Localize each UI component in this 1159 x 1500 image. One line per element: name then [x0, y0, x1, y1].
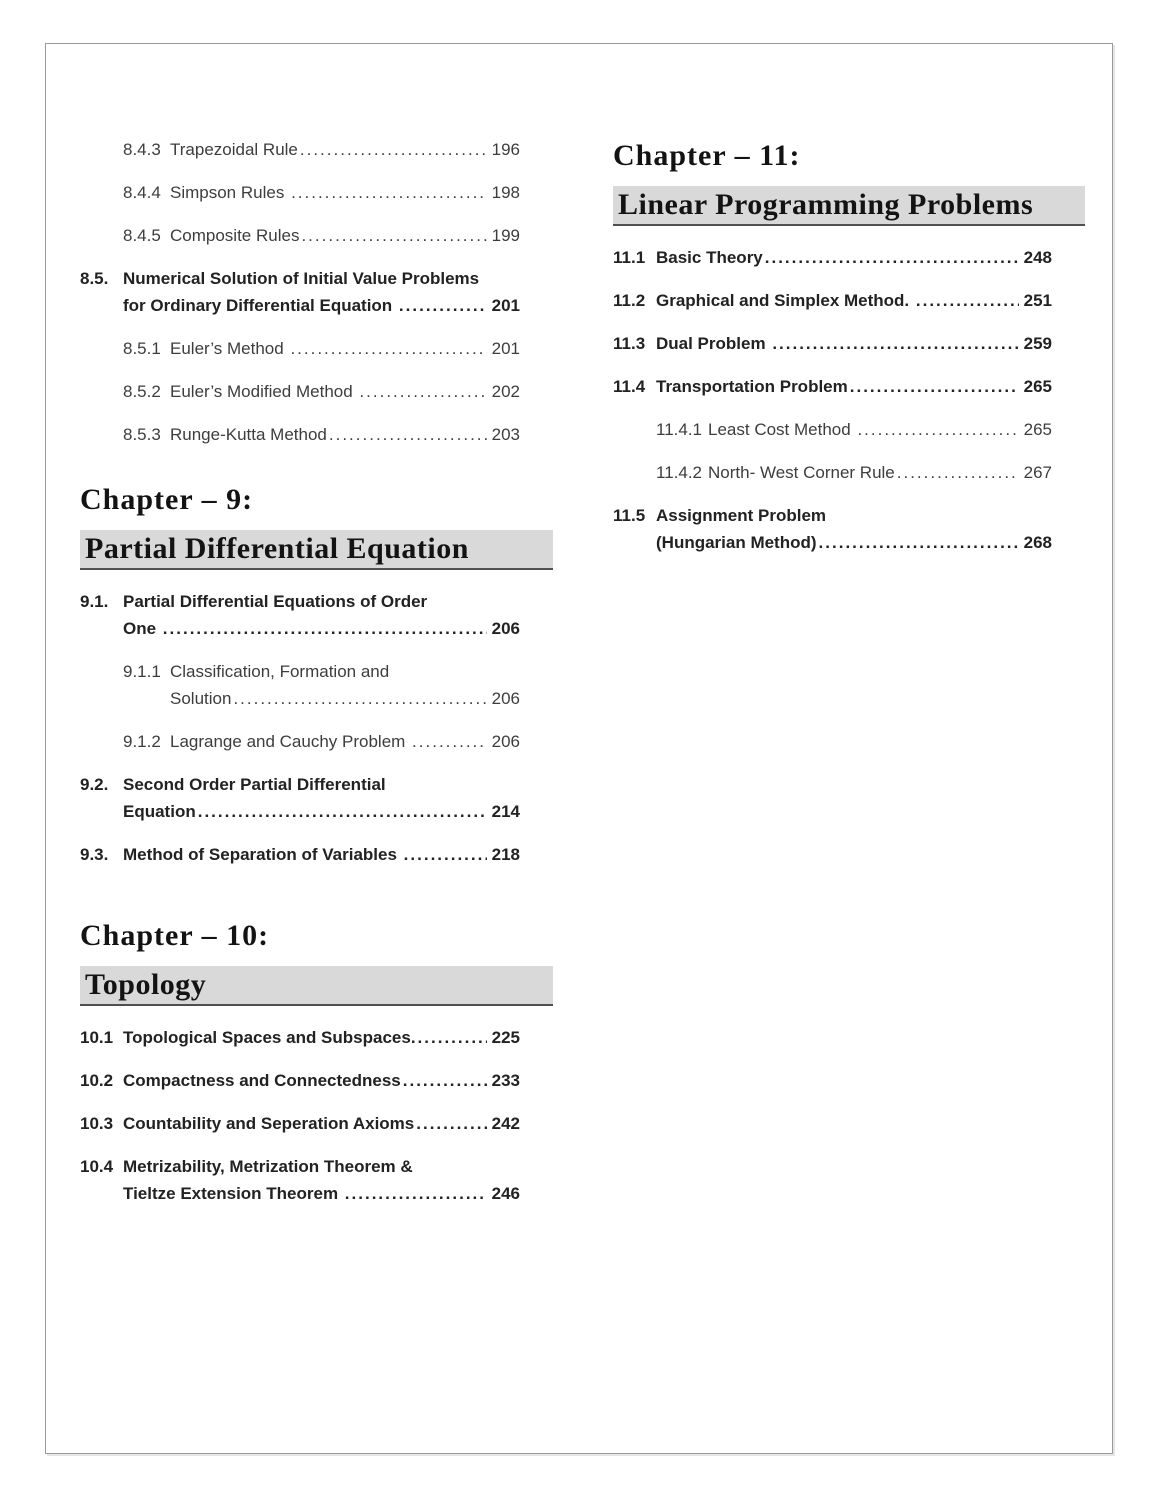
entry-number: 8.4.3: [123, 140, 161, 159]
entry-text: Countability and Seperation Axioms: [123, 1114, 415, 1133]
entry-text: Compactness and Connectedness: [123, 1071, 401, 1090]
dot-leader: [418, 1024, 487, 1051]
page-number: 259: [1023, 334, 1052, 353]
entry-number: 8.5.: [80, 269, 109, 288]
entry-line: [170, 685, 520, 712]
entry-text: Method of Separation of Variables: [123, 845, 402, 864]
entry-text: Lagrange and Cauchy Problem: [170, 732, 411, 751]
dot-leader: [198, 798, 487, 825]
page-number: 246: [491, 1184, 520, 1203]
dot-leader: [345, 1180, 487, 1207]
entry-body: [170, 335, 520, 362]
dot-leader: [897, 459, 1019, 486]
toc-section: [80, 136, 553, 448]
toc-entry: [80, 136, 553, 163]
dot-leader: [233, 685, 486, 712]
entry-number: 8.5.3: [123, 425, 161, 444]
entry-body: [656, 244, 1052, 271]
dot-leader: [819, 529, 1019, 556]
entry-line: [123, 798, 520, 825]
entry-line: [170, 335, 520, 362]
toc-section: [613, 136, 1085, 556]
dot-leader: [765, 244, 1019, 271]
entry-text: Tieltze Extension Theorem: [123, 1184, 343, 1203]
toc-entry: [613, 502, 1085, 556]
entry-text: Runge-Kutta Method: [170, 425, 327, 444]
entry-number: 8.5.1: [123, 339, 161, 358]
page-number: 201: [491, 339, 520, 358]
page-number: 196: [491, 140, 520, 159]
entry-text: Trapezoidal Rule: [170, 140, 298, 159]
entry-text: Assignment Problem: [656, 506, 827, 525]
entry-line: [123, 615, 520, 642]
entry-number: 10.1: [80, 1028, 114, 1047]
entry-line: [708, 416, 1052, 443]
page-number: 198: [491, 183, 520, 202]
toc-entry: [80, 771, 553, 825]
chapter-heading: Chapter – 11:: [613, 139, 801, 172]
page-number: 265: [1023, 377, 1052, 396]
entry-text: Topological Spaces and Subspaces.: [123, 1028, 416, 1047]
page-number: 265: [1023, 420, 1052, 439]
section-title: Topology: [80, 966, 553, 1006]
entry-line: [123, 1110, 520, 1137]
dot-leader: [291, 179, 487, 206]
toc-entry: [80, 1110, 553, 1137]
entry-text: Least Cost Method: [708, 420, 856, 439]
entry-line: [123, 771, 520, 798]
entry-body: [656, 373, 1052, 400]
entry-line: [656, 373, 1052, 400]
entry-number: 11.4.2: [656, 463, 703, 482]
page-number: 203: [491, 425, 520, 444]
entry-number: 8.4.5: [123, 226, 161, 245]
page-number: 206: [491, 689, 520, 708]
entry-text: Graphical and Simplex Method.: [656, 291, 914, 310]
entry-body: [123, 1067, 520, 1094]
chapter-heading: Chapter – 10:: [80, 919, 270, 952]
entry-text: for Ordinary Differential Equation: [123, 296, 397, 315]
entry-line: [123, 588, 520, 615]
entry-line: [170, 421, 520, 448]
entry-body: [123, 265, 520, 319]
entry-body: [170, 378, 520, 405]
dot-leader: [772, 330, 1018, 357]
toc-entry: [80, 335, 553, 362]
dot-leader: [857, 416, 1018, 443]
entry-body: [123, 1153, 520, 1207]
entry-text: Composite Rules: [170, 226, 300, 245]
page-number: 251: [1023, 291, 1052, 310]
entry-text: Transportation Problem: [656, 377, 848, 396]
entry-number: 11.1: [613, 248, 646, 267]
dot-leader: [404, 841, 487, 868]
entry-number: 8.4.4: [123, 183, 161, 202]
dot-leader: [359, 378, 486, 405]
page-number: 206: [491, 619, 520, 638]
entry-body: [170, 421, 520, 448]
entry-line: [123, 1067, 520, 1094]
entry-text: Dual Problem: [656, 334, 771, 353]
section-title: Linear Programming Problems: [613, 186, 1085, 226]
entry-line: [123, 841, 520, 868]
entry-number: 11.4.1: [656, 420, 703, 439]
entry-text: (Hungarian Method): [656, 533, 817, 552]
section-title: Partial Differential Equation: [80, 530, 553, 570]
entry-line: [123, 265, 520, 292]
page-number: 218: [491, 845, 520, 864]
page-number: 233: [491, 1071, 520, 1090]
entry-line: [170, 658, 520, 685]
entry-body: [708, 459, 1052, 486]
toc-entry: [80, 179, 553, 206]
entry-number: 11.2: [613, 291, 646, 310]
entry-number: 11.4: [613, 377, 646, 396]
entry-body: [123, 1024, 520, 1051]
entry-text: Euler’s Modified Method: [170, 382, 358, 401]
entry-text: Simpson Rules: [170, 183, 290, 202]
toc-section: [80, 916, 553, 1207]
dot-leader: [163, 615, 487, 642]
toc-entry: [80, 421, 553, 448]
entry-number: 10.2: [80, 1071, 114, 1090]
page-number: 225: [491, 1028, 520, 1047]
toc-entry: [80, 588, 553, 642]
entry-body: [123, 588, 520, 642]
toc-section: [80, 480, 553, 868]
entry-body: [656, 287, 1052, 314]
toc-entry: [613, 416, 1085, 443]
toc-entry: [613, 373, 1085, 400]
dot-leader: [850, 373, 1019, 400]
entry-body: [170, 222, 520, 249]
toc-entry: [80, 841, 553, 868]
entry-text: Euler’s Method: [170, 339, 289, 358]
dot-leader: [412, 728, 487, 755]
entry-number: 11.3: [613, 334, 646, 353]
page-number: 202: [491, 382, 520, 401]
chapter-heading: Chapter – 9:: [80, 483, 254, 516]
entry-body: [123, 1110, 520, 1137]
entry-number: 8.5.2: [123, 382, 161, 401]
toc-entry: [80, 1153, 553, 1207]
toc-entry: [80, 222, 553, 249]
toc-entry: [80, 728, 553, 755]
entry-line: [656, 244, 1052, 271]
page-number: 206: [491, 732, 520, 751]
entry-text: North- West Corner Rule: [708, 463, 895, 482]
entry-body: [123, 771, 520, 825]
dot-leader: [416, 1110, 486, 1137]
dot-leader: [916, 287, 1019, 314]
entry-text: Partial Differential Equations of Order: [123, 592, 428, 611]
dot-leader: [290, 335, 486, 362]
entry-text: Basic Theory: [656, 248, 763, 267]
entry-line: [123, 1153, 520, 1180]
toc-column-right: [613, 136, 1085, 572]
entry-text: Metrizability, Metrization Theorem &: [123, 1157, 413, 1176]
entry-line: [708, 459, 1052, 486]
dot-leader: [399, 292, 487, 319]
entry-text: Equation: [123, 802, 196, 821]
dot-leader: [300, 136, 487, 163]
entry-text: One: [123, 619, 161, 638]
entry-body: [170, 179, 520, 206]
page-number: 201: [491, 296, 520, 315]
dot-leader: [329, 421, 487, 448]
toc-entry: [80, 265, 553, 319]
entry-line: [656, 287, 1052, 314]
entry-line: [170, 728, 520, 755]
toc-column-left: [80, 136, 553, 1223]
toc-entry: [80, 1024, 553, 1051]
entry-line: [123, 1180, 520, 1207]
entry-text: Second Order Partial Differential: [123, 775, 386, 794]
entry-body: [170, 658, 520, 712]
book-page: [45, 43, 1113, 1454]
page-number: 214: [491, 802, 520, 821]
entry-line: [170, 378, 520, 405]
toc-entry: [80, 658, 553, 712]
entry-text: Classification, Formation and: [170, 662, 390, 681]
page-number: 242: [491, 1114, 520, 1133]
toc-entry: [613, 459, 1085, 486]
entry-number: 10.3: [80, 1114, 114, 1133]
toc-entry: [80, 1067, 553, 1094]
entry-number: 9.1.2: [123, 732, 161, 751]
entry-number: 9.1.1: [123, 662, 161, 681]
entry-line: [656, 529, 1052, 556]
entry-body: [170, 728, 520, 755]
entry-number: 9.2.: [80, 775, 109, 794]
page-number: 248: [1023, 248, 1052, 267]
entry-line: [656, 502, 1052, 529]
entry-line: [170, 222, 520, 249]
entry-line: [170, 136, 520, 163]
page-number: 267: [1023, 463, 1052, 482]
toc-entry: [613, 287, 1085, 314]
entry-line: [170, 179, 520, 206]
entry-text: Numerical Solution of Initial Value Problems: [123, 269, 480, 288]
entry-text: Solution: [170, 689, 232, 708]
dot-leader: [403, 1067, 487, 1094]
entry-line: [123, 292, 520, 319]
entry-body: [656, 502, 1052, 556]
page-number: 268: [1023, 533, 1052, 552]
entry-line: [656, 330, 1052, 357]
entry-number: 9.3.: [80, 845, 109, 864]
entry-body: [656, 330, 1052, 357]
page-number: 199: [491, 226, 520, 245]
entry-number: 10.4: [80, 1157, 114, 1176]
entry-body: [170, 136, 520, 163]
dot-leader: [301, 222, 486, 249]
entry-number: 9.1.: [80, 592, 109, 611]
toc-entry: [613, 330, 1085, 357]
entry-body: [123, 841, 520, 868]
entry-number: 11.5: [613, 506, 646, 525]
entry-line: [123, 1024, 520, 1051]
entry-body: [708, 416, 1052, 443]
toc-entry: [80, 378, 553, 405]
toc-entry: [613, 244, 1085, 271]
